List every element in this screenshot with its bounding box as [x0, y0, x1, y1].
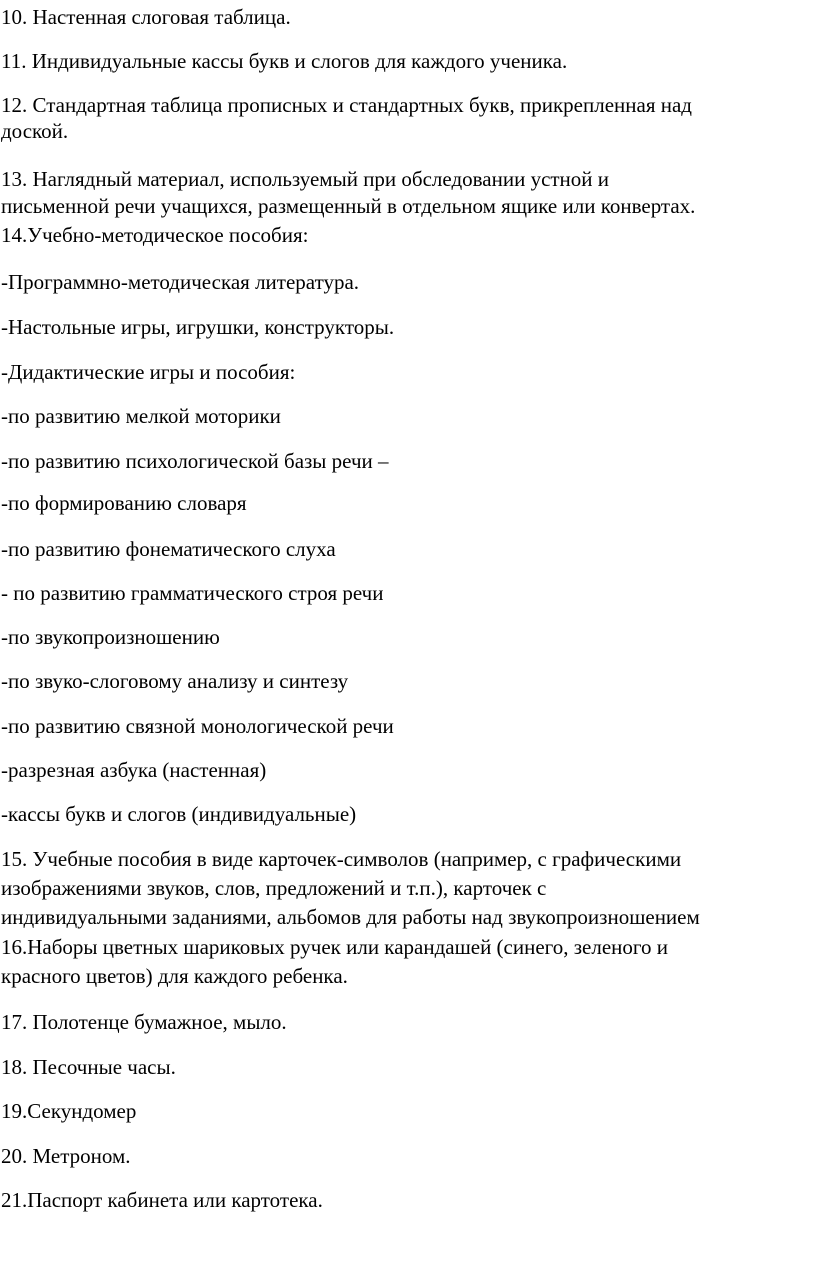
text-line: 20. Метроном. — [1, 1144, 131, 1168]
text-line: 10. Настенная слоговая таблица. — [1, 5, 291, 29]
text-line: доской. — [1, 119, 69, 143]
text-line: 16.Наборы цветных шариковых ручек или карандашей (синего, зеленого и — [1, 935, 668, 959]
text-line: 21.Паспорт кабинета или картотека. — [1, 1188, 323, 1212]
text-line: 14.Учебно-методическое пособия: — [1, 223, 309, 247]
text-line: 11. Индивидуальные кассы букв и слогов для каждого ученика. — [1, 49, 568, 73]
text-line: -по звуко-слоговому анализу и синтезу — [1, 669, 349, 693]
text-line: изображениями звуков, слов, предложений и т.п.), карточек с — [1, 876, 547, 900]
text-line: - по развитию грамматического строя речи — [1, 581, 384, 605]
text-line: -по формированию словаря — [1, 491, 247, 515]
text-line: -по звукопроизношению — [1, 625, 220, 649]
text-line: -кассы букв и слогов (индивидуальные) — [1, 802, 357, 826]
text-line: -Дидактические игры и пособия: — [1, 360, 296, 384]
text-line: 17. Полотенце бумажное, мыло. — [1, 1010, 287, 1034]
text-line: -Программно-методическая литература. — [1, 270, 360, 294]
text-line: красного цветов) для каждого ребенка. — [1, 964, 348, 988]
text-line: 13. Наглядный материал, используемый при обследовании устной и — [1, 167, 610, 191]
text-line: индивидуальными заданиями, альбомов для работы над звукопроизношением — [1, 905, 700, 929]
text-line: -Настольные игры, игрушки, конструкторы. — [1, 315, 395, 339]
text-line: -разрезная азбука (настенная) — [1, 758, 267, 782]
text-line: 19.Секундомер — [1, 1099, 137, 1123]
text-line: -по развитию связной монологической речи — [1, 714, 394, 738]
text-line: 18. Песочные часы. — [1, 1055, 176, 1079]
text-line: -по развитию психологической базы речи – — [1, 449, 389, 473]
text-line: 15. Учебные пособия в виде карточек-символов (например, с графическими — [1, 847, 682, 871]
text-line: -по развитию мелкой моторики — [1, 404, 281, 428]
text-line: письменной речи учащихся, размещенный в отдельном ящике или конвертах. — [1, 194, 696, 218]
text-line: 12. Стандартная таблица прописных и стандартных букв, прикрепленная над — [1, 93, 692, 117]
text-line: -по развитию фонематического слуха — [1, 537, 336, 561]
